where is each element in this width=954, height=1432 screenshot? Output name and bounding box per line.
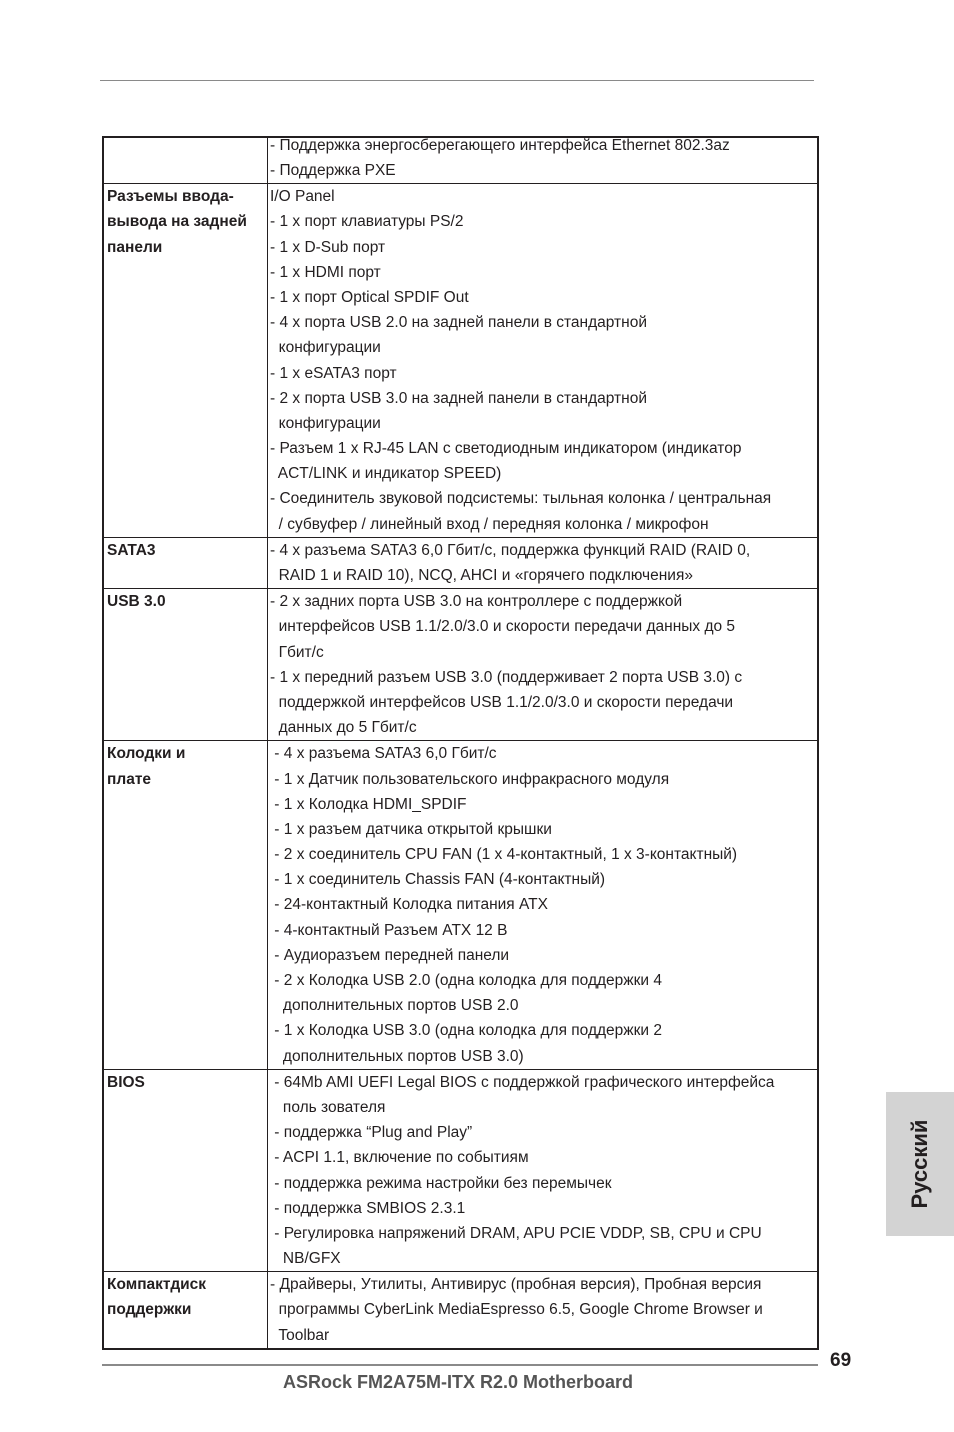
spec-value-line: - 1 x D-Sub порт [270, 238, 386, 256]
spec-value-line: - 1 x Колодка USB 3.0 (одна колодка для поддержки 2 [270, 1022, 663, 1040]
spec-label-line: BIOS [107, 1073, 145, 1091]
spec-value [268, 1272, 817, 1348]
spec-value-line: - поддержка режима настройки без перемычек [270, 1174, 612, 1192]
spec-value-line: Toolbar [270, 1326, 330, 1344]
spec-value [268, 184, 817, 537]
spec-value-line: - 4-контактный Разъем ATX 12 В [270, 921, 508, 939]
spec-value-line: - поддержка “Plug and Play” [270, 1124, 473, 1142]
spec-label [104, 1272, 268, 1348]
spec-value-line: - Драйверы, Утилиты, Антивирус (пробная версия), Пробная версия [270, 1276, 762, 1294]
spec-label-line: плате [107, 770, 152, 788]
spec-value-line: конфигурации [270, 339, 381, 357]
spec-value-line: данных до 5 Гбит/с [270, 719, 417, 737]
spec-value-line: ACT/LINK и индикатор SPEED) [270, 465, 502, 483]
spec-value [268, 538, 817, 588]
spec-value-line: - 2 x соединитель CPU FAN (1 x 4-контактный, 1 x 3-контактный) [270, 846, 738, 864]
spec-value-line: поддержкой интерфейсов USB 1.1/2.0/3.0 и скорости передачи [270, 693, 734, 711]
spec-label [104, 538, 268, 588]
spec-value-line: дополнительных портов USB 3.0) [270, 1047, 524, 1065]
spec-label [104, 741, 268, 1068]
spec-row [104, 1069, 817, 1272]
spec-row [104, 588, 817, 740]
spec-value-line: - 1 x Датчик пользовательского инфракрасного модуля [270, 770, 670, 788]
footer-rule [102, 1364, 818, 1366]
spec-value-line: RAID 1 и RAID 10), NCQ, AHCI и «горячего подключения» [270, 567, 693, 584]
spec-value-line: - 1 x порт клавиатуры PS/2 [270, 213, 464, 231]
spec-value-line: NB/GFX [270, 1250, 341, 1268]
spec-value-line: - 1 x соединитель Chassis FAN (4-контактный) [270, 871, 606, 889]
spec-value-line: - 2 x задних порта USB 3.0 на контроллере с поддержкой [270, 593, 683, 611]
spec-value-line: - 64Mb AMI UEFI Legal BIOS с поддержкой графического интерфейса [270, 1073, 775, 1091]
spec-value-line: / субвуфер / линейный вход / передняя колонка / микрофон [270, 515, 709, 533]
spec-value-line: Гбит/с [270, 643, 324, 661]
spec-label-line: USB 3.0 [107, 593, 166, 611]
spec-value-line: конфигурации [270, 414, 381, 432]
spec-value-line: - 1 x разъем датчика открытой крышки [270, 820, 552, 838]
spec-label-line: поддержки [107, 1301, 192, 1319]
language-tab [886, 1092, 954, 1236]
spec-label-line: Разъемы ввода- [107, 188, 234, 206]
spec-label-line: вывода на задней [107, 213, 247, 231]
spec-value-line: - поддержка SMBIOS 2.3.1 [270, 1199, 466, 1217]
header-rule [100, 80, 814, 81]
spec-value-line: - Разъем 1 x RJ-45 LAN с светодиодным индикатором (индикатор [270, 440, 742, 458]
spec-row [104, 537, 817, 588]
spec-value-line: - 1 x передний разъем USB 3.0 (поддерживает 2 порта USB 3.0) с [270, 668, 743, 686]
spec-label [104, 1070, 268, 1272]
spec-label-line: Компактдиск [107, 1276, 207, 1294]
spec-value-line: - ACPI 1.1, включение по событиям [270, 1149, 529, 1167]
language-tab-label: Русский [907, 1119, 932, 1209]
spec-value-line: - Поддержка энергосберегающего интерфейса Ethernet 802.3az [270, 138, 730, 154]
spec-value-line: программы CyberLink MediaEspresso 6.5, Google Chrome Browser и [270, 1301, 763, 1319]
spec-value-line: I/O Panel [270, 188, 335, 206]
spec-value-line: - 4 x порта USB 2.0 на задней панели в стандартной [270, 314, 647, 332]
spec-value-line: - 24-контактный Колодка питания ATX [270, 896, 548, 914]
spec-label [104, 589, 268, 740]
spec-label-line: Колодки и [107, 745, 186, 763]
spec-value-line: - 1 x HDMI порт [270, 263, 381, 281]
spec-value-line: - 1 x порт Optical SPDIF Out [270, 288, 469, 306]
spec-row [104, 138, 817, 183]
spec-value [268, 138, 817, 183]
spec-label-line: панели [107, 238, 163, 256]
footer-product-name: ASRock FM2A75M-ITX R2.0 Motherboard [283, 1372, 634, 1392]
spec-value [268, 741, 817, 1068]
spec-value-line: - Поддержка PXE [270, 162, 396, 179]
spec-value [268, 589, 817, 740]
spec-value-line: - Соединитель звуковой подсистемы: тыльная колонка / центральная [270, 490, 772, 508]
spec-value-line: - Аудиоразъем передней панели [270, 946, 510, 964]
spec-value-line: - 4 x разъема SATA3 6,0 Гбит/с, поддержка функций RAID (RAID 0, [270, 541, 751, 559]
spec-value-line: - 4 x разъема SATA3 6,0 Гбит/с [270, 745, 497, 763]
spec-value-line: - 2 x Колодка USB 2.0 (одна колодка для поддержки 4 [270, 972, 663, 989]
spec-value-line: - Регулировка напряжений DRAM, APU PCIE VDDP, SB, CPU и CPU [270, 1224, 762, 1242]
spec-row [104, 740, 817, 1068]
spec-label [104, 184, 268, 537]
page-number: 69 [830, 1350, 852, 1371]
spec-value-line: - 1 x Колодка HDMI_SPDIF [270, 795, 467, 813]
spec-row [104, 183, 817, 537]
specification-table [102, 136, 819, 1350]
spec-value-line: дополнительных портов USB 2.0 [270, 997, 519, 1015]
spec-value-line: - 1 x eSATA3 порт [270, 364, 397, 382]
spec-value [268, 1070, 817, 1272]
spec-value-line: интерфейсов USB 1.1/2.0/3.0 и скорости передачи данных до 5 [270, 618, 736, 636]
spec-value-line: поль зователя [270, 1098, 386, 1116]
spec-value-line: - 2 x порта USB 3.0 на задней панели в стандартной [270, 389, 647, 407]
spec-label [104, 138, 268, 183]
spec-label-line: SATA3 [107, 541, 156, 559]
spec-row [104, 1271, 817, 1348]
